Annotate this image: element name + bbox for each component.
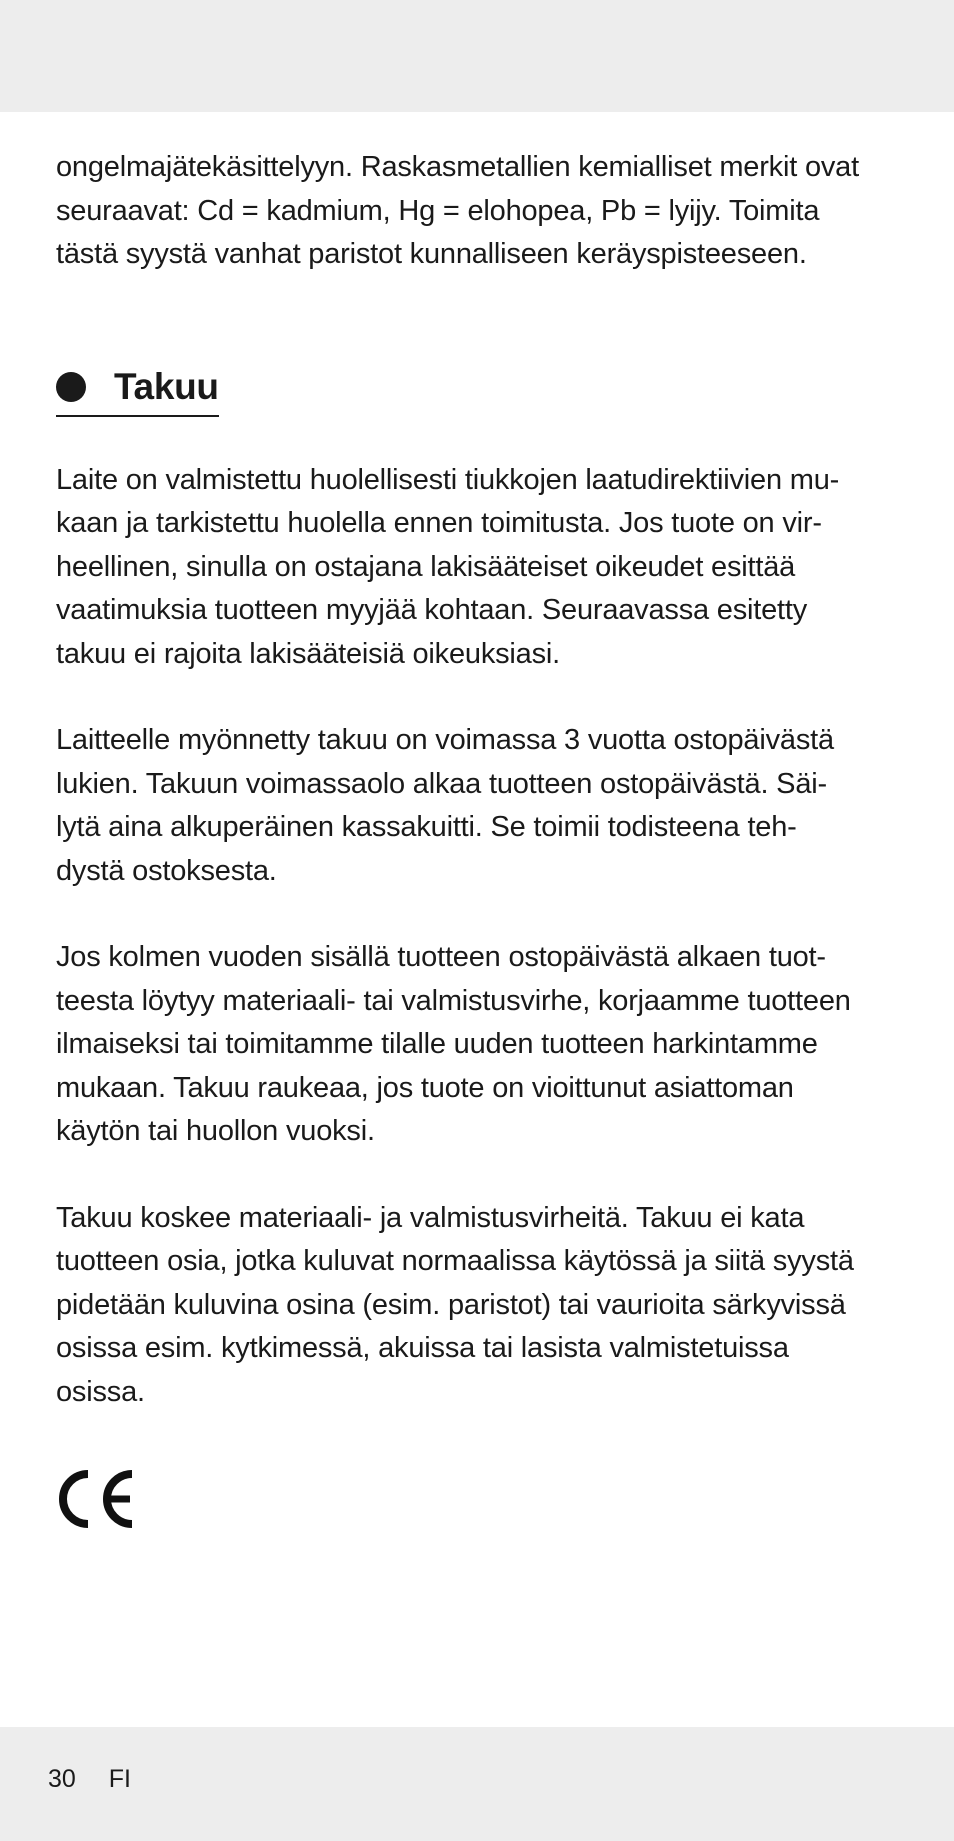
warranty-paragraph-4: Takuu koskee materiaali- ja valmistusvirheitä. Takuu ei kata tuotteen osia, jotka kuluvat normaalissa käytössä ja siitä syystä pidetään kuluvina osina (esim. paristot) tai vaurioita särkyvissä osissa esim. kytkimessä, akuissa tai lasista valmistetuissa osissa. — [56, 1201, 854, 1408]
intro-paragraph: ongelmajätekäsittelyyn. Raskasmetallien kemialliset merkit ovat seuraavat: Cd = kadmium, Hg = elohopea, Pb = lyijy. Toimita tästä syystä vanhat paristot kunnalliseen keräyspisteeseen. — [56, 151, 859, 270]
warranty-paragraph-1: Laite on valmistettu huolellisesti tiukkojen laatudirektiivien mu- kaan ja tarkistettu huolella ennen toimitusta. Jos tuote on vir- heellinen, sinulla on ostajana lakisääteiset oikeudet esittää vaatimuksia tuotteen myyjää kohtaan. Seuraavassa esitetty takuu ei rajoita lakisääteisiä oikeuksiasi. — [56, 463, 840, 670]
document-body — [56, 146, 916, 1414]
language-code: FI — [108, 1765, 131, 1793]
page-number: 30 — [48, 1765, 76, 1793]
bullet-icon — [56, 372, 86, 402]
warranty-paragraph-3: Jos kolmen vuoden sisällä tuotteen ostopäivästä alkaen tuot- teesta löytyy materiaali- tai valmistusvirhe, korjaamme tuotteen ilmaiseksi tai toimitamme tilalle uuden tuotteen harkintamme mukaan. Takuu raukeaa, jos tuote on vioittunut asiattoman käytön tai huollon vuoksi. — [56, 941, 851, 1147]
section-heading — [56, 363, 219, 417]
section-title: Takuu — [114, 365, 219, 407]
warranty-paragraph-2: Laitteelle myönnetty takuu on voimassa 3 vuotta ostopäivästä lukien. Takuun voimassaolo alkaa tuotteen ostopäivästä. Säi- lytä aina alkuperäinen kassakuitti. Se toimii todisteena teh- dystä ostoksesta. — [56, 724, 834, 887]
footer-band — [0, 1727, 954, 1841]
ce-mark-icon — [56, 1470, 136, 1528]
page-footer — [48, 1764, 131, 1794]
header-band — [0, 0, 954, 112]
